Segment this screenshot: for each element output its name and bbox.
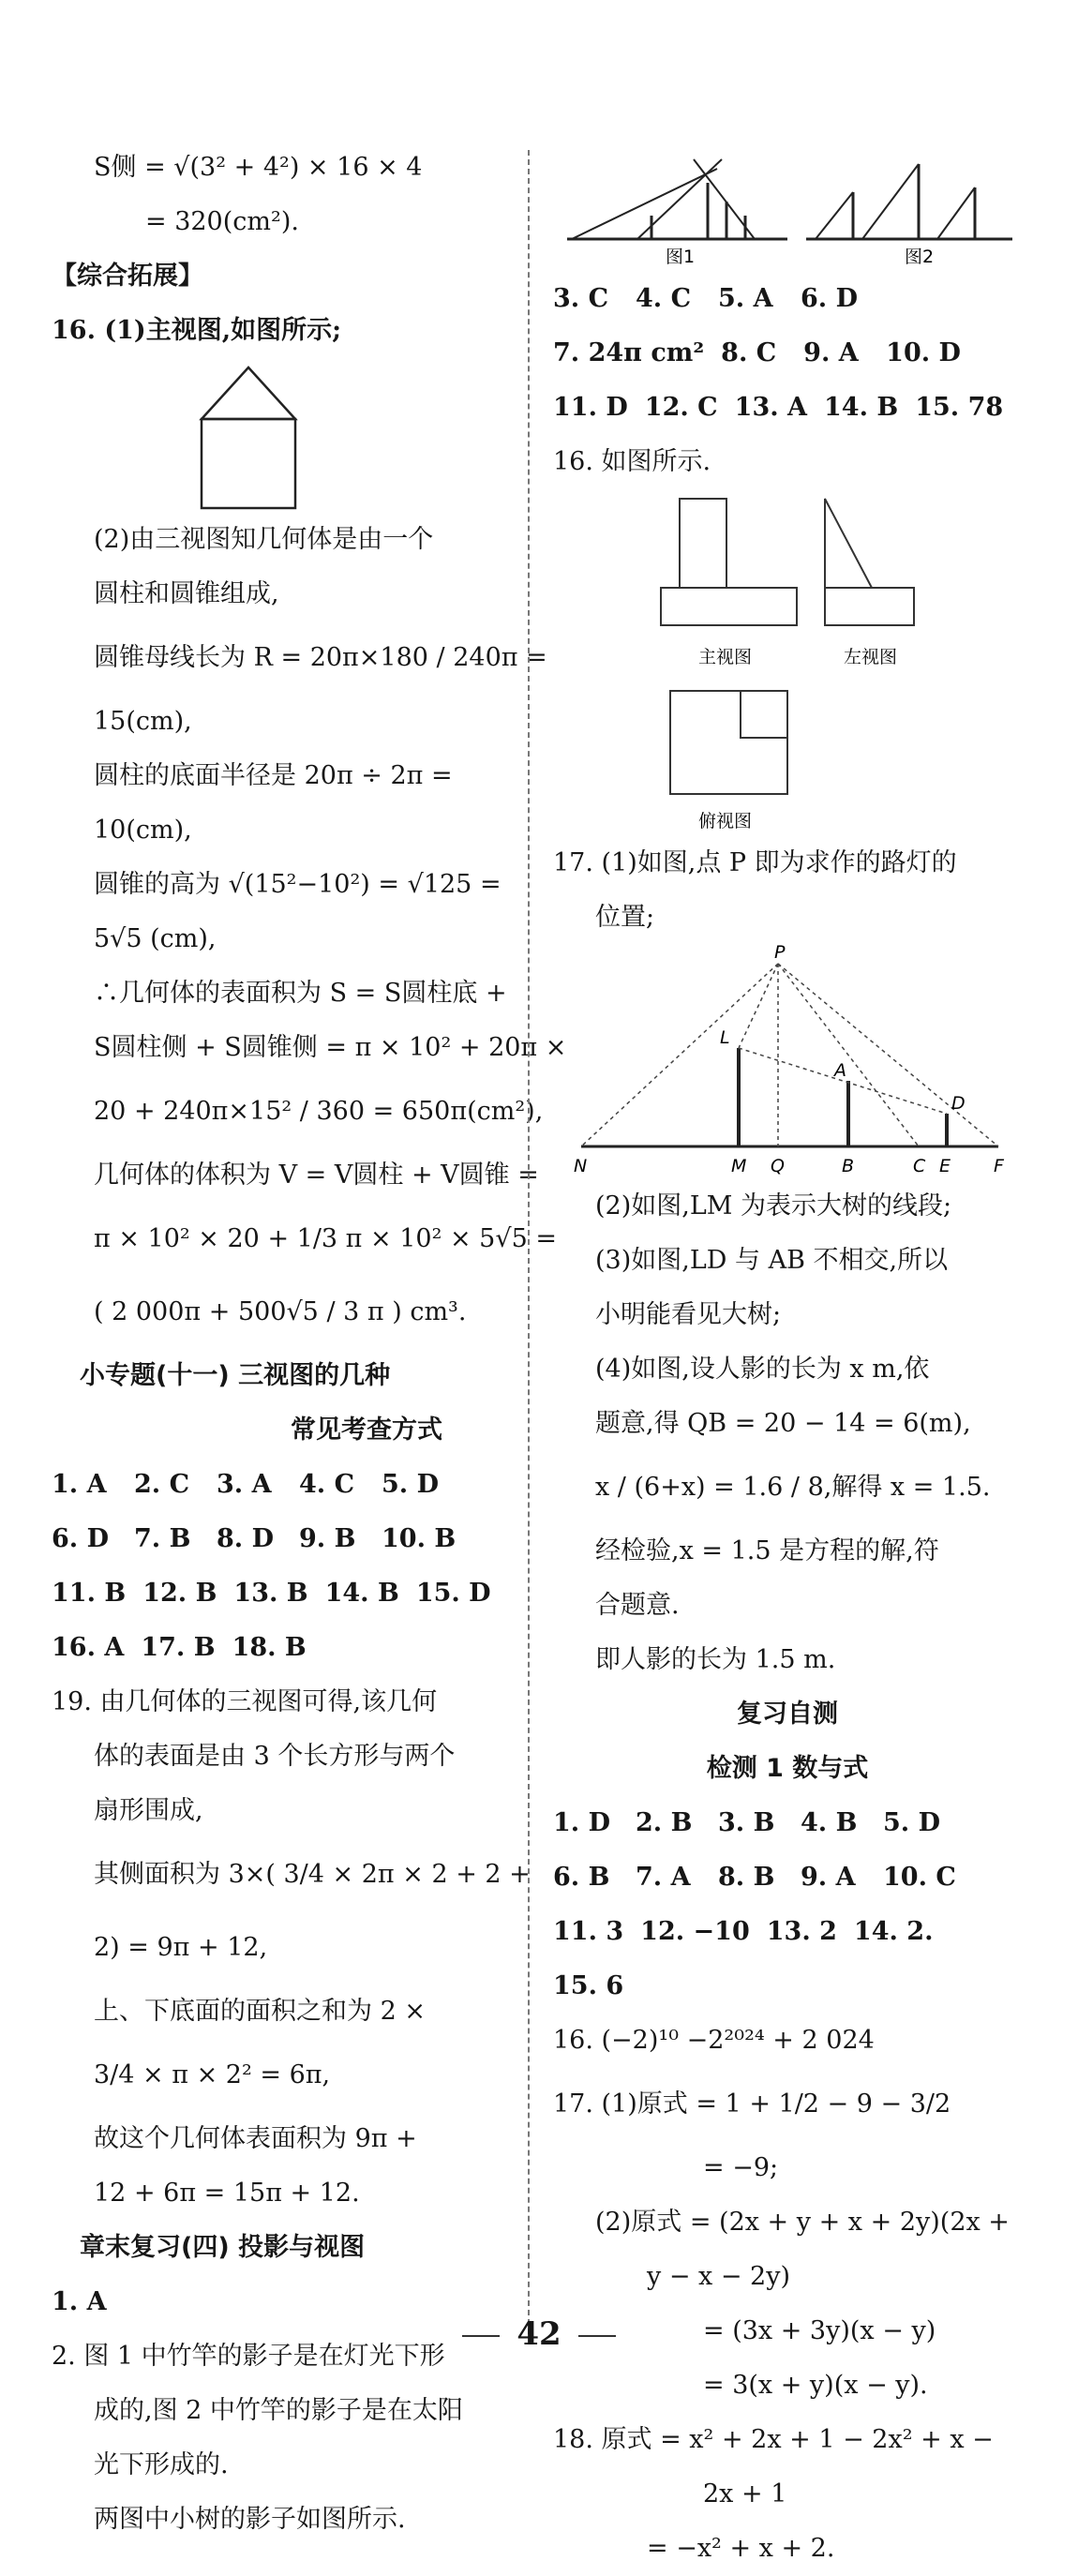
answer-line: 其侧面积为 3×( 3/4 × 2π × 2 + 2 + [94,1860,531,1889]
house-front-view-figure [52,358,511,513]
left-view [825,499,914,625]
three-views-figure [553,489,1022,836]
answer-line: 小明能看见大树; [595,1300,782,1329]
answer-item: 12. C [644,393,718,422]
answer-line: 12 + 6π = 15π + 12. [94,2179,360,2208]
answer-line: (2)由三视图知几何体是由一个 [94,525,434,554]
answer-line: (2)原式 = (2x + y + x + 2y)(2x + [595,2208,1010,2237]
answer-item: 3. A [217,1470,272,1499]
answer-line: x / (6+x) = 1.6 / 8,解得 x = 1.5. [595,1473,991,1502]
answer-line: (3)如图,LD 与 AB 不相交,所以 [595,1246,949,1275]
formula-line: = 320(cm²). [145,207,299,236]
point-label: M [731,1156,747,1176]
answer-item: 5. A [718,284,773,313]
point-label: C [913,1156,926,1176]
point-label: B [842,1156,855,1176]
left-view-label: 左视图 [844,647,898,667]
answer-row [553,326,1022,381]
answer-row [52,1458,511,1512]
answer-line: 3/4 × π × 2² = 6π, [94,2060,331,2089]
answer-line: (2)如图,LM 为表示大树的线段; [595,1191,952,1221]
point-label: L [720,1027,730,1048]
cone-triangle [202,367,295,419]
top-view [670,691,787,794]
right-column [553,150,1022,2576]
house-front-view-svg [52,358,511,513]
answer-line: 光下形成的. [94,2450,229,2479]
answer-item: 14. B [324,1579,399,1608]
shadow-figures [553,150,1022,272]
answer-line: 扇形围成, [94,1796,203,1825]
left-column [52,141,567,2547]
answer-line: 经检验,x = 1.5 是方程的解,符 [595,1536,939,1565]
answer-line: 圆锥母线长为 R = 20π×180 / 240π = [94,643,547,672]
answer-line: 上、下底面的面积之和为 2 × [94,1997,426,2026]
answer-item: 13. B [233,1579,308,1608]
section-heading: 【综合拓展】 [52,262,203,291]
point-label: N [574,1156,588,1176]
answer-item: 14. 2. [853,1917,934,1946]
answer-line: 圆柱的底面半径是 20π ÷ 2π = [94,761,453,790]
answer-item: 11. 3 [553,1917,624,1946]
answer-row [52,1621,511,1675]
answer-item: 3. B [718,1808,775,1837]
answer-item: 9. A [803,338,859,367]
point-label: Q [771,1156,785,1176]
answer-item: 8. D [217,1524,275,1553]
answer-item: 4. C [299,1470,355,1499]
point-label: P [774,945,786,963]
answer-line: 几何体的体积为 V = V圆柱 + V圆锥 = [94,1161,539,1190]
answer-item: 13. A [734,393,807,422]
figure-1-lamp-shadow [567,159,787,239]
top-view-label: 俯视图 [698,811,753,831]
shadow-figures-svg [553,150,1022,272]
answer-line: 17. (1)如图,点 P 即为求作的路灯的 [553,848,957,877]
answer-line: 成的,图 2 中竹竿的影子是在太阳 [94,2396,463,2425]
answer-item: 15. 6 [553,1971,624,2000]
answer-item: 5. D [382,1470,440,1499]
answer-item: 16. A [52,1633,125,1662]
answer-row [52,1512,511,1566]
answer-line [52,304,511,358]
light-rays [581,964,998,1146]
answer-item: 17. B [141,1633,216,1662]
answer-item: 10. D [886,338,961,367]
q16-text: 16. (1)主视图,如图所示; [52,316,342,345]
street-lamp-svg [553,945,1022,1179]
review-title: 复习自测 [737,1700,838,1729]
answer-line: ( 2 000π + 500√5 / 3 π ) cm³. [94,1297,467,1326]
answer-grid [52,1458,511,1675]
answer-item: 7. B [134,1524,191,1553]
answer-row [553,1850,1022,1905]
answer-line: 16. (−2)¹⁰ −2²⁰²⁴ + 2 024 [553,2026,875,2055]
page-number-text: 42 [517,2315,561,2353]
answer-item: 9. A [801,1863,856,1892]
formula-line: S侧 = √(3² + 4²) × 16 × 4 [94,153,423,182]
answer-item: 10. C [883,1863,956,1892]
answer-row [553,272,1022,326]
chapter-title: 章末复习(四) 投影与视图 [80,2233,366,2262]
answer-row [553,1905,1022,1959]
answer-item: 14. B [824,393,899,422]
answer-line: 题意,得 QB = 20 − 14 = 6(m), [595,1409,971,1438]
answer-line: y − x − 2y) [647,2262,791,2291]
answer-item: 2. C [134,1470,190,1499]
page-number-dash [462,2335,500,2337]
answer-line: 故这个几何体表面积为 9π + [94,2124,417,2153]
answer-item: 12. B [142,1579,217,1608]
answer-row [553,1959,1022,2014]
answer-item: 15. 78 [915,393,1004,422]
answer-line: 即人影的长为 1.5 m. [595,1645,836,1674]
answer-line: π × 10² × 20 + 1/3 π × 10² × 5√5 = [94,1224,557,1253]
answer-item: 6. D [801,284,859,313]
answer-row [553,1796,1022,1850]
answer-row [553,381,1022,435]
answer-line: 10(cm), [94,816,192,845]
answer-item: 7. 24π cm² [553,338,705,367]
answer-item: 1. A [52,1470,107,1499]
light-ray [572,169,717,239]
answer-line: 19. 由几何体的三视图可得,该几何 [52,1687,438,1716]
sun-ray [862,164,919,239]
figure-2-sun-shadow [806,164,1012,239]
answer-item: 4. B [801,1808,858,1837]
point-label: A [834,1060,846,1081]
answer-line: 合题意. [595,1591,680,1620]
topic-title: 小专题(十一) 三视图的几种 [80,1361,391,1390]
answer-item: 11. D [553,393,628,422]
column-divider [528,150,530,2334]
three-views-svg [553,489,1022,836]
answer-line: 1. A [52,2287,107,2316]
answer-item: 15. D [415,1579,491,1608]
answer-line: 2) = 9π + 12, [94,1933,268,1962]
answer-item: 8. C [721,338,777,367]
answer-line: 5√5 (cm), [94,924,217,953]
answer-line: 2. 图 1 中竹竿的影子是在灯光下形 [52,2342,445,2371]
answer-line: = −9; [703,2153,779,2182]
answer-item: 9. B [299,1524,356,1553]
answer-line: 圆柱和圆锥组成, [94,579,279,608]
answer-item: 12. −10 [640,1917,750,1946]
answer-item: 7. A [636,1863,691,1892]
answer-line: 18. 原式 = x² + 2x + 1 − 2x² + x − [553,2425,994,2454]
answer-line: = 3(x + y)(x − y). [703,2371,928,2400]
answer-line: 20 + 240π×15² / 360 = 650π(cm²), [94,1097,544,1126]
answer-line: = (3x + 3y)(x − y) [703,2316,936,2345]
answer-row [52,1566,511,1621]
answer-item: 13. 2 [766,1917,837,1946]
topic-title: 常见考查方式 [291,1415,442,1445]
cylinder-rect [202,419,295,508]
main-view [661,499,797,625]
answer-item: 6. B [553,1863,610,1892]
answer-item: 8. B [718,1863,775,1892]
answer-item: 10. B [382,1524,457,1553]
answer-item: 6. D [52,1524,110,1553]
answer-line: 15(cm), [94,707,192,736]
point-label: D [951,1093,966,1114]
answer-item: 1. D [553,1808,611,1837]
street-lamp-figure [553,945,1022,1179]
answer-item: 3. C [553,284,609,313]
answer-line: ∴几何体的表面积为 S = S圆柱底 + [94,979,507,1008]
answer-line: 圆锥的高为 √(15²−10²) = √125 = [94,870,502,899]
answer-line: 位置; [595,903,655,932]
answer-line: (4)如图,设人影的长为 x m,依 [595,1355,930,1384]
answer-line: 2x + 1 [703,2479,787,2509]
page-number-dash [578,2335,616,2337]
sun-ray [937,187,975,239]
answer-item: 11. B [52,1579,127,1608]
test-title: 检测 1 数与式 [706,1754,869,1783]
answer-line: 两图中小树的影子如图所示. [94,2505,406,2534]
main-view-label: 主视图 [698,647,753,667]
answer-item: 5. D [883,1808,941,1837]
answer-line: S圆柱侧 + S圆锥侧 = π × 10² + 20π × [94,1033,567,1062]
point-label: E [939,1156,951,1176]
answer-item: 18. B [232,1633,307,1662]
figure-1-label: 图1 [666,247,696,267]
sun-ray [816,192,853,239]
answer-line: 体的表面是由 3 个长方形与两个 [94,1742,456,1771]
answer-item: 2. B [636,1808,693,1837]
page-number [0,2315,1078,2353]
figure-2-label: 图2 [905,247,935,267]
answer-line: = −x² + x + 2. [647,2534,835,2563]
answer-item: 4. C [636,284,692,313]
answer-line: 16. 如图所示. [553,447,711,476]
point-label: F [994,1156,1004,1176]
answer-line: 17. (1)原式 = 1 + 1/2 − 9 − 3/2 [553,2089,951,2119]
